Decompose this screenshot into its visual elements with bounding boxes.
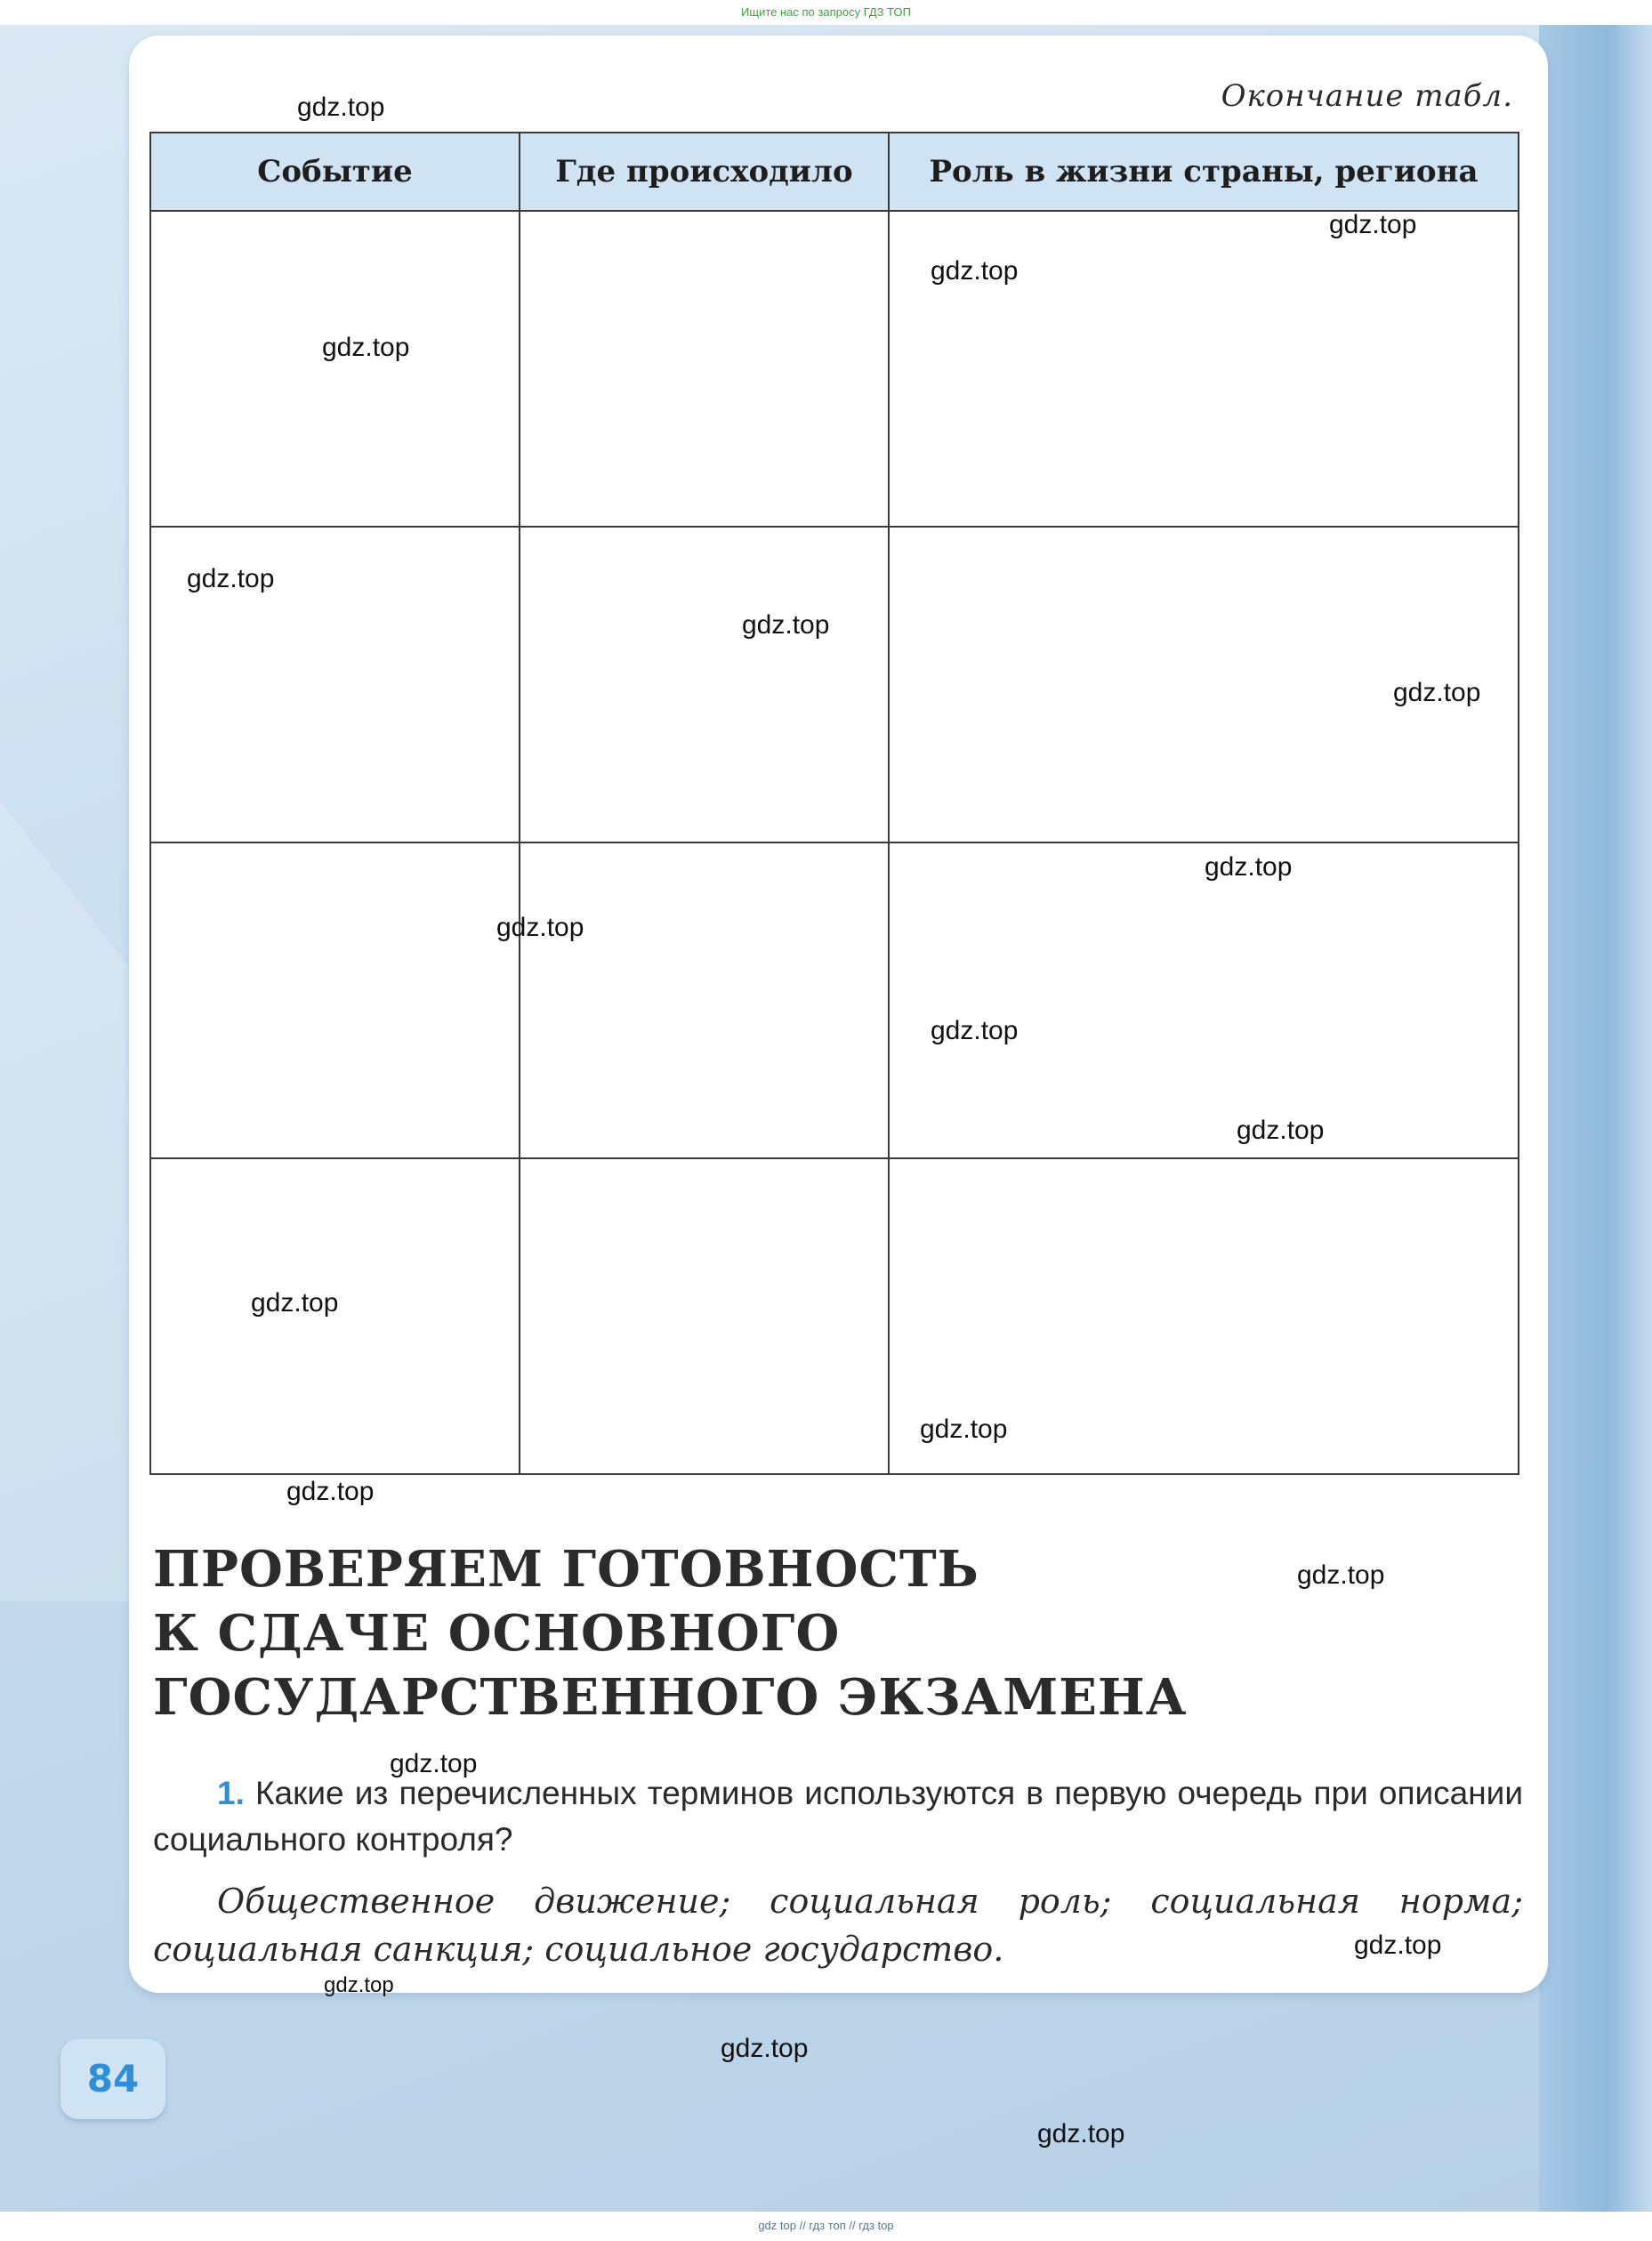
table-row <box>150 211 1519 527</box>
watermark: gdz.top <box>931 1016 1019 1045</box>
section-heading-line: К СДАЧЕ ОСНОВНОГО <box>153 1604 841 1663</box>
question-number: 1. <box>217 1775 245 1811</box>
watermark: gdz.top <box>1393 678 1481 707</box>
table-caption: Окончание табл. <box>1221 78 1513 114</box>
cell-place-input[interactable] <box>520 211 889 527</box>
watermark: gdz.top <box>187 564 275 593</box>
watermark: gdz.top <box>931 256 1019 286</box>
cell-place-input[interactable] <box>520 527 889 842</box>
watermark: gdz.top <box>251 1288 339 1318</box>
watermark: gdz.top <box>322 333 410 362</box>
section-heading-line: ПРОВЕРЯЕМ ГОТОВНОСТЬ <box>153 1540 979 1599</box>
header-role: Роль в жизни страны, региона <box>889 133 1519 211</box>
top-search-note: Ищите нас по запросу ГДЗ ТОП <box>741 5 911 19</box>
table-header-row <box>150 133 1519 211</box>
cell-place-input[interactable] <box>520 1158 889 1474</box>
watermark: gdz.top <box>1037 2119 1125 2148</box>
watermark: gdz.top <box>390 1749 478 1778</box>
watermark: gdz.top <box>920 1415 1008 1444</box>
bottom-note: gdz top // гдз топ // гдз top <box>758 2219 894 2232</box>
watermark: gdz.top <box>1297 1560 1385 1590</box>
question-1 <box>153 1770 1523 1863</box>
section-heading-line: ГОСУДАРСТВЕННОГО ЭКЗАМЕНА <box>153 1668 1188 1727</box>
page-spine-band <box>1539 25 1652 2212</box>
header-event: Событие <box>150 133 520 211</box>
watermark: gdz.top <box>1354 1931 1442 1960</box>
page-number: 84 <box>60 2039 165 2119</box>
watermark: gdz.top <box>297 93 385 122</box>
table-row <box>150 1158 1519 1474</box>
watermark: gdz.top <box>1329 210 1417 239</box>
watermark: gdz.top <box>496 913 584 942</box>
table-row <box>150 842 1519 1158</box>
watermark: gdz.top <box>286 1477 375 1506</box>
cell-place-input[interactable] <box>520 842 889 1158</box>
cell-event-input[interactable] <box>150 211 520 527</box>
question-text: Какие из перечисленных терминов используются в первую очередь при описании социального контроля? <box>153 1775 1523 1858</box>
watermark: gdz.top <box>721 2034 809 2063</box>
watermark: gdz.top <box>1205 852 1293 882</box>
watermark: gdz.top <box>742 610 830 640</box>
watermark: gdz.top <box>1237 1116 1325 1145</box>
section-heading <box>153 1537 1398 1729</box>
cell-role-input[interactable] <box>889 842 1519 1158</box>
watermark: gdz.top <box>324 1973 394 1997</box>
cell-event-input[interactable] <box>150 842 520 1158</box>
answer-options: Общественное движение; социальная роль; социальная норма; социальная санкция; социальное государство. <box>153 1882 1523 1969</box>
table-row <box>150 527 1519 842</box>
header-place: Где происходило <box>520 133 889 211</box>
